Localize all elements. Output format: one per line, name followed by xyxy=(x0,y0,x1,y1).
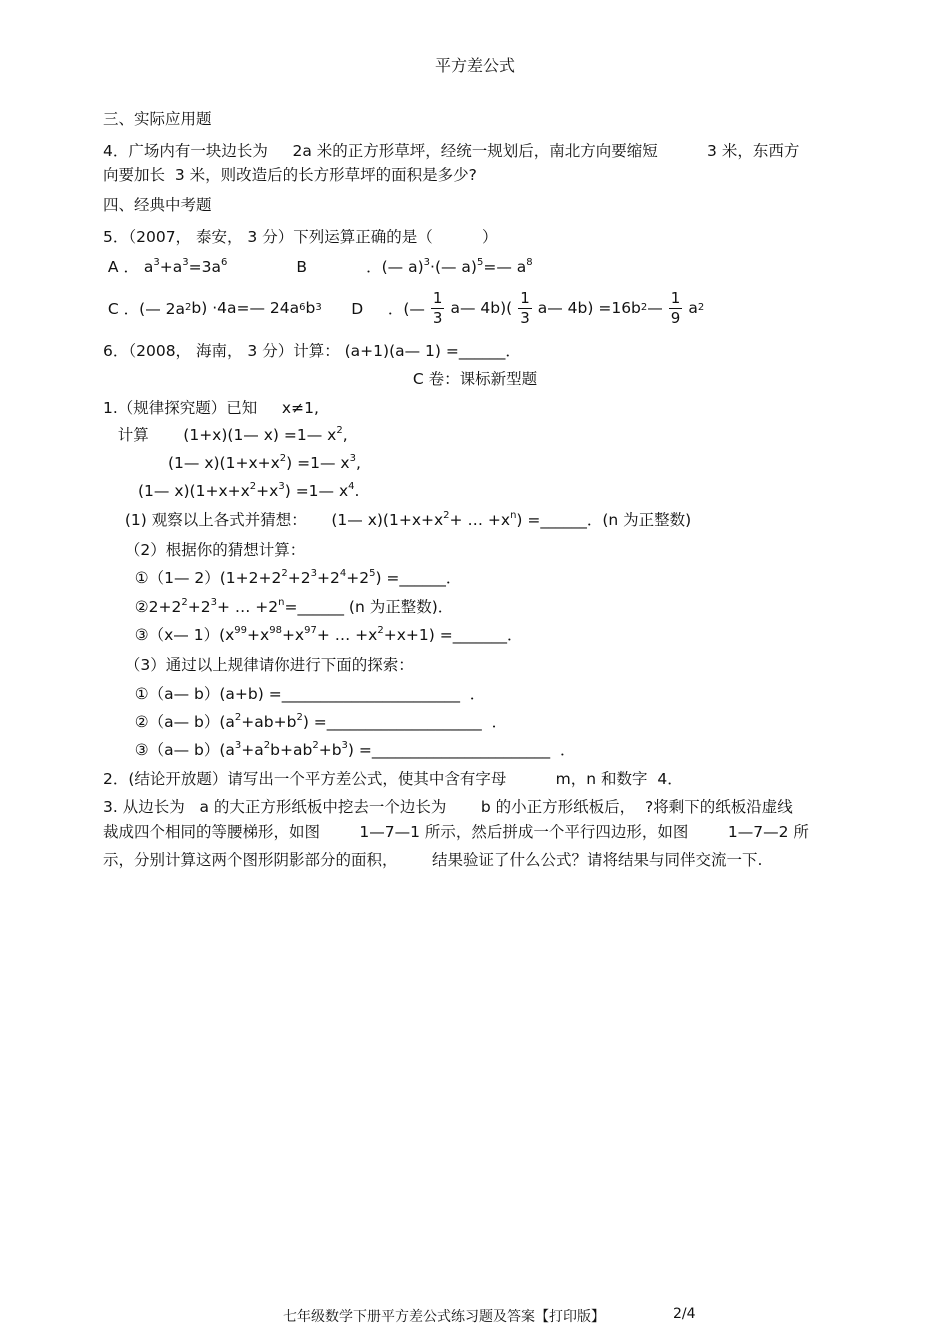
section-heading-4: 四、经典中考题 xyxy=(103,196,212,214)
section-heading-c: C 卷：课标新型题 xyxy=(412,370,538,388)
page-title: 平方差公式 xyxy=(434,56,515,75)
c2-question: 2．(结论开放题）请写出一个平方差公式，使其中含有字母 m，n 和数字 4． xyxy=(103,770,683,788)
section-heading-3: 三、实际应用题 xyxy=(103,110,212,128)
c1-calc-line-2: (1— $x)(1+x+x^2)$ =1— $x^3$, xyxy=(168,453,361,472)
fraction-one-third-b: $\frac{1}{3}$ xyxy=(520,288,530,327)
c1-calc-line-1: 计算 (1+x)(1— x) =1— $x^2$, xyxy=(103,425,348,444)
c3-line-1: 3. 从边长为 a 的大正方形纸板中挖去一个边长为 b 的小正方形纸板后， ?将剩下的纸板沿虚线 xyxy=(103,798,793,816)
fraction-one-third-a: $\frac{1}{3}$ xyxy=(432,288,443,327)
c1-part-2b: $②2+2^2+2^3+$ … $+2^n=\_\_\_\_\_\_$ (n 为正整数)． xyxy=(115,597,454,616)
question-5-options-cd: C ．(— 2a 2 b) ·4a=— 24a 6 b 3 D ．(— $\frac{1}{3}$ a— 4b)( $\frac{1}{3}$ a— 4b) =16b 2 — $\frac{1}{9}$ a 2 xyxy=(103,288,705,327)
footer-text: 七年级数学下册平方差公式练习题及答案【打印版】 xyxy=(283,1309,605,1325)
c1-calc-line-3: (1— $x)(1+x+x^2+x^3)$ =1— $x^4$. xyxy=(138,481,360,500)
c3-line-2: 裁成四个相同的等腰梯形，如图 1—7—1 所示，然后拼成一个平行四边形，如图 1—7—2 所 xyxy=(103,823,809,841)
page-number: 2/4 xyxy=(673,1306,696,1322)
c1-part-2: （2）根据你的猜想计算： xyxy=(115,541,306,559)
fraction-one-ninth: $\frac{1}{9}$ xyxy=(670,288,681,327)
c1-part-1: (1) 观察以上各式并猜想： (1— $x)(1+x+x^2+$ … $+x^n$) =______．(n 为正整数) xyxy=(115,510,692,529)
question-4-line-2: 向要加长 3 米，则改造后的长方形草坪的面积是多少? xyxy=(103,166,477,184)
c3-line-3: 示，分别计算这两个图形阴影部分的面积， 结果验证了什么公式？请将结果与同伴交流一下. xyxy=(103,851,763,869)
question-5-stem: 5．（2007， 泰安， 3 分）下列运算正确的是（ ） xyxy=(103,228,498,246)
question-6: 6．（2008， 海南， 3 分）计算： (a+1)(a— 1) =______． xyxy=(103,342,521,360)
c1-part-2a: ①（1— $2)(1+2+2^2+2^3+2^4+2^5)$ =______． xyxy=(115,568,462,587)
c1-part-3c: ③（a— $b)(a^3+a^2b+ab^2+b^3)$ =_______________________ ． xyxy=(115,740,576,759)
c1-stem: 1.（规律探究题）已知 x≠1, xyxy=(103,399,319,417)
c1-part-3a: ①（a— b）(a+b) =_______________________ ． xyxy=(115,685,486,703)
question-5-options-ab: A ． $a^3+a^3=3a^6$ B ．(— a)$^3$·(— a)$^5$=— $a^8$ xyxy=(103,257,533,276)
c1-part-3: （3）通过以上规律请你进行下面的探索： xyxy=(115,656,414,674)
question-4-line-1: 4．广场内有一块边长为 2a 米的正方形草坪，经统一规划后，南北方向要缩短 3 米，东西方 xyxy=(103,142,800,160)
c1-part-2c: ③（x— $1)(x^{99}+x^{98}+x^{97}+$ … $+x^2+x+1$) =_______． xyxy=(115,625,523,644)
c1-part-3b: ②（a— $b)(a^2+ab+b^2)$ =____________________ ． xyxy=(115,712,508,731)
